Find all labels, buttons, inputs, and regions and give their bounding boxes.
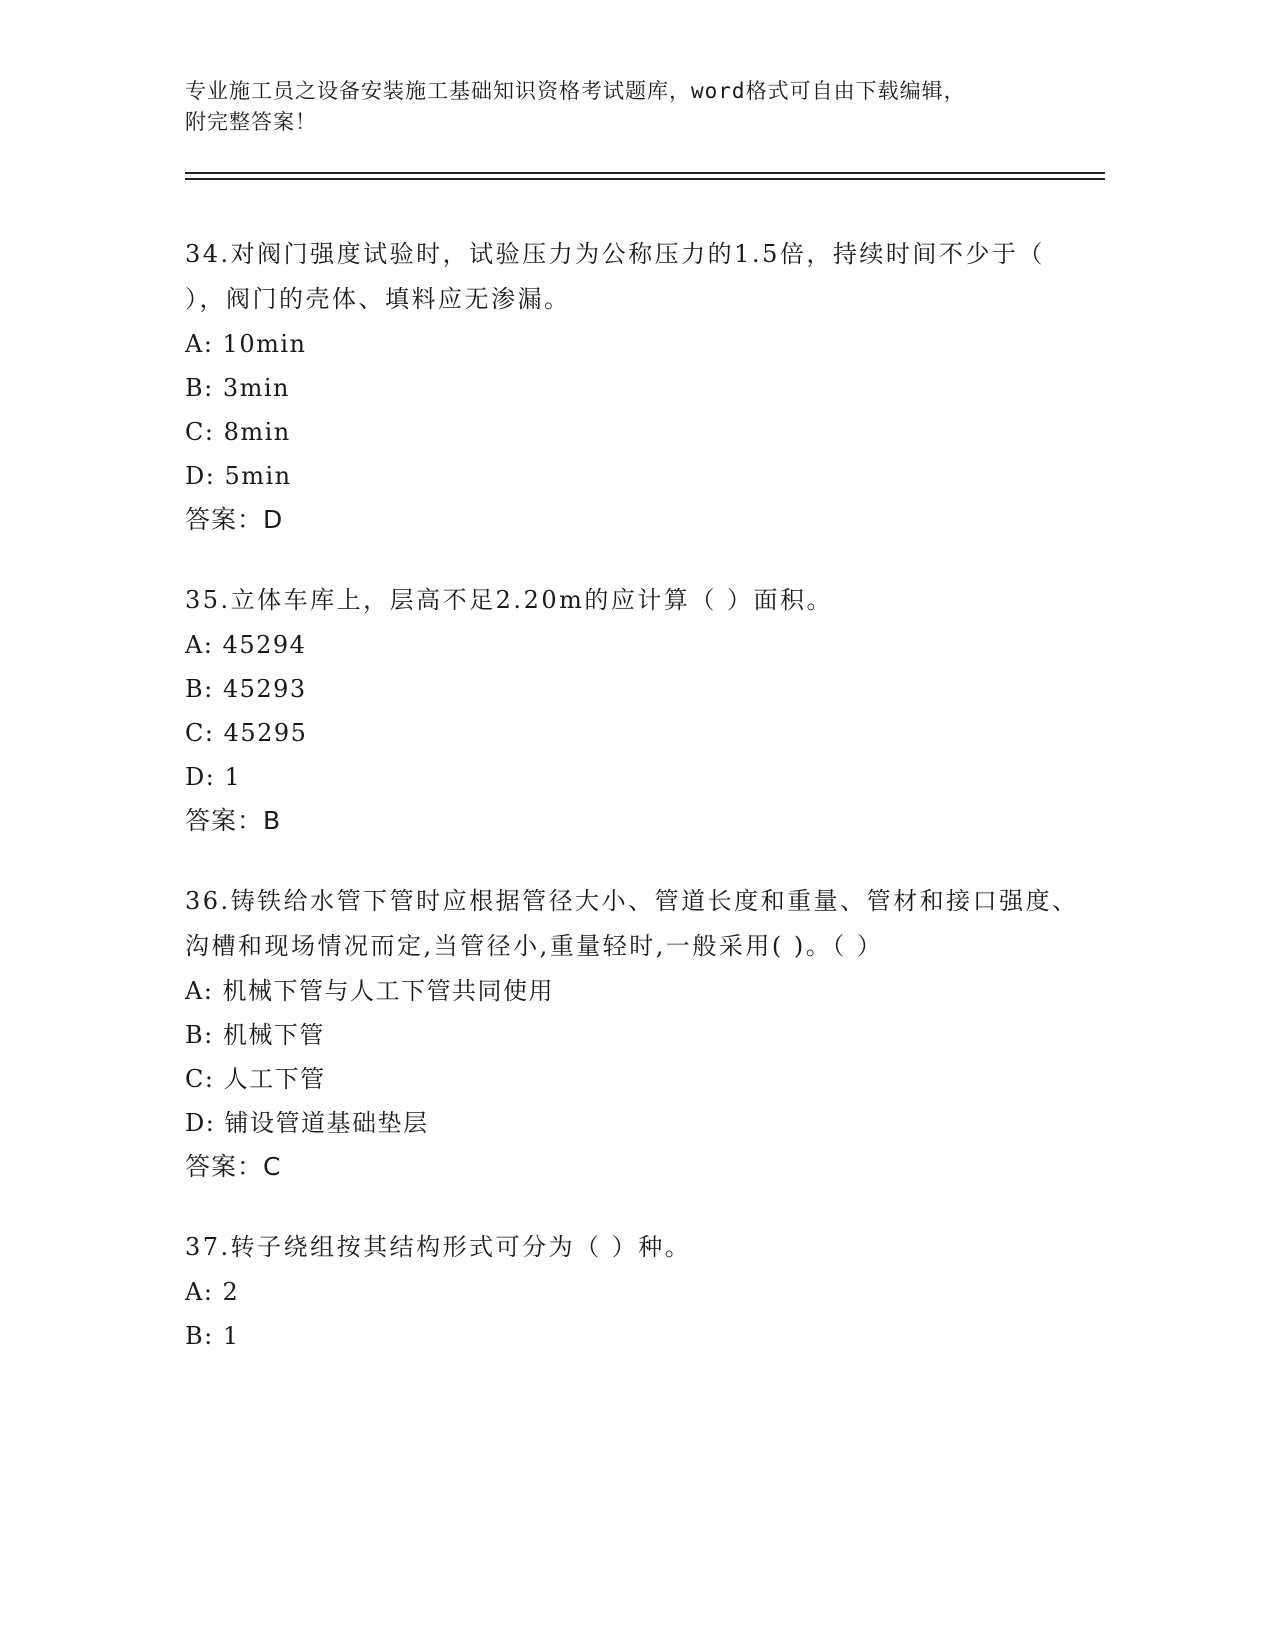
option-d: D: 1 <box>185 763 242 791</box>
option-a: A: 10min <box>185 330 307 358</box>
option-c: C: 人工下管 <box>185 1065 326 1093</box>
question-text: 36.铸铁给水管下管时应根据管径大小、管道长度和重量、管材和接口强度、沟槽和现场情况而定,当管径小,重量轻时,一般采用( )。（ ） <box>185 887 1079 960</box>
question-text: 34.对阀门强度试验时，试验压力为公称压力的1.5倍，持续时间不少于（ ），阀门的壳体、填料应无渗漏。 <box>185 240 1045 313</box>
question-list <box>185 232 1085 1394</box>
question-34 <box>185 232 1085 542</box>
option-d: D: 5min <box>185 462 292 490</box>
question-text: 37.转子绕组按其结构形式可分为（ ）种。 <box>185 1233 692 1261</box>
option-b: B: 3min <box>185 374 291 402</box>
option-a: A: 2 <box>185 1278 240 1306</box>
document-header <box>185 76 1105 138</box>
header-divider-bottom <box>185 178 1105 180</box>
header-line-2: 附完整答案！ <box>185 110 317 134</box>
question-35 <box>185 578 1085 843</box>
answer-label: 答案：C <box>185 1152 282 1181</box>
option-a: A: 机械下管与人工下管共同使用 <box>185 977 555 1005</box>
question-37 <box>185 1225 1085 1358</box>
option-b: B: 1 <box>185 1322 240 1350</box>
question-text: 35.立体车库上，层高不足2.20m的应计算（ ）面积。 <box>185 586 833 614</box>
option-a: A: 45294 <box>185 631 307 659</box>
option-b: B: 机械下管 <box>185 1021 325 1049</box>
option-c: C: 8min <box>185 418 291 446</box>
option-c: C: 45295 <box>185 719 308 747</box>
header-line-1: 专业施工员之设备安装施工基础知识资格考试题库，word格式可自由下载编辑， <box>185 79 966 103</box>
option-b: B: 45293 <box>185 675 307 703</box>
option-d: D: 铺设管道基础垫层 <box>185 1109 429 1137</box>
question-36 <box>185 879 1085 1189</box>
answer-label: 答案：D <box>185 505 284 534</box>
answer-label: 答案：B <box>185 806 282 835</box>
header-divider-top <box>185 172 1105 174</box>
